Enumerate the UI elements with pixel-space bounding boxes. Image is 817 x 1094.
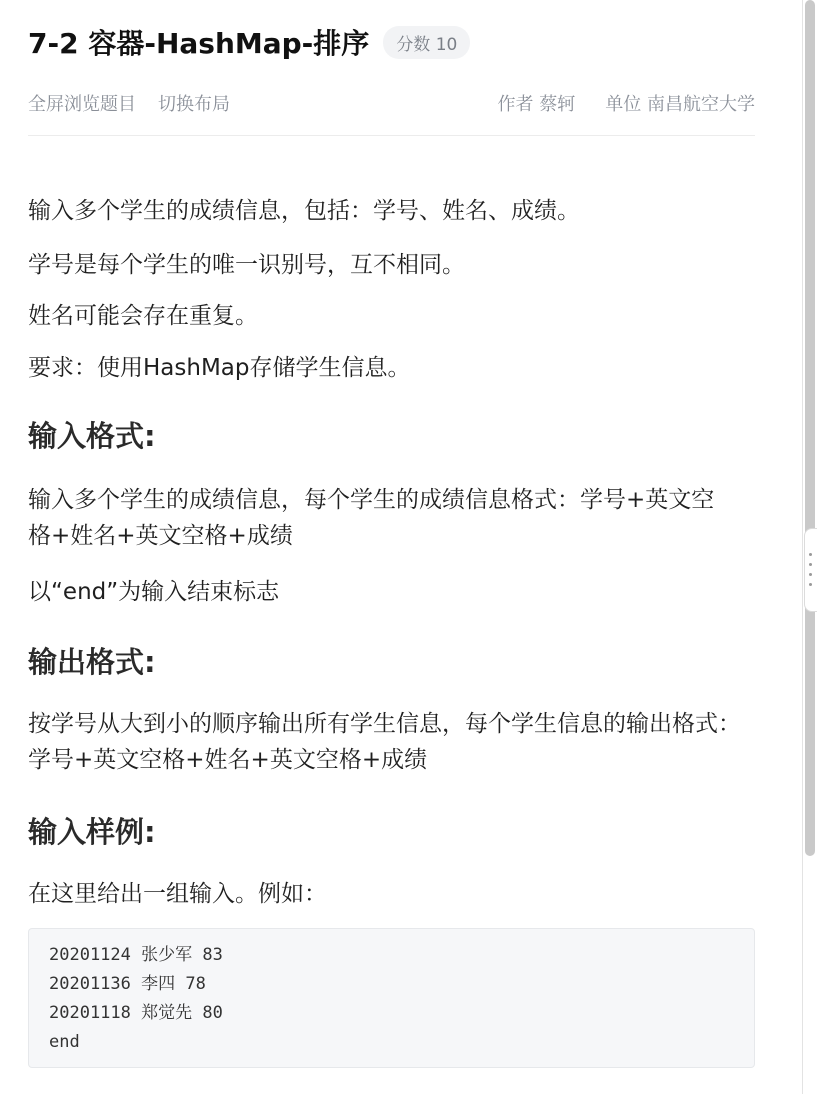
desc-paragraph-2: 学号是每个学生的唯一识别号，互不相同。 <box>28 252 465 278</box>
input-format-heading: 输入格式: <box>28 419 156 453</box>
input-sample-intro: 在这里给出一组输入。例如： <box>28 881 327 907</box>
switch-layout-link[interactable]: 切换布局 <box>158 94 230 115</box>
author-info: 作者 蔡轲 <box>497 94 576 115</box>
input-format-paragraph: 输入多个学生的成绩信息，每个学生的成绩信息格式：学号+英文空格+姓名+英文空格+成绩 <box>28 487 715 549</box>
handle-dot-icon <box>809 583 812 586</box>
handle-dot-icon <box>809 563 812 566</box>
desc-paragraph-3: 姓名可能会存在重复。 <box>28 303 258 329</box>
desc-paragraph-1: 输入多个学生的成绩信息，包括：学号、姓名、成绩。 <box>28 198 580 224</box>
score-badge: 分数 10 <box>383 26 470 59</box>
problem-title: 7-2 容器-HashMap-排序 <box>28 27 370 60</box>
handle-dot-icon <box>809 573 812 576</box>
code-line: end <box>49 1032 80 1052</box>
input-format-end-note: 以“end”为输入结束标志 <box>28 579 280 605</box>
title-row <box>28 22 470 62</box>
scrollbar-thumb[interactable] <box>805 0 815 856</box>
code-line: 20201136 李四 78 <box>49 974 206 994</box>
code-line: 20201118 郑觉先 80 <box>49 1003 223 1023</box>
input-sample-code-block <box>28 928 755 1068</box>
panel-resize-handle[interactable] <box>804 528 817 612</box>
desc-paragraph-4: 要求：使用HashMap存储学生信息。 <box>28 355 411 381</box>
divider <box>28 135 755 136</box>
input-sample-heading: 输入样例: <box>28 815 156 849</box>
handle-dot-icon <box>809 553 812 556</box>
output-format-paragraph: 按学号从大到小的顺序输出所有学生信息，每个学生信息的输出格式：学号+英文空格+姓名+英文空格+成绩 <box>28 711 741 773</box>
fullscreen-link[interactable]: 全屏浏览题目 <box>28 94 136 115</box>
code-line: 20201124 张少军 83 <box>49 945 223 965</box>
unit-info: 单位 南昌航空大学 <box>605 94 755 115</box>
output-format-heading: 输出格式: <box>28 645 156 679</box>
